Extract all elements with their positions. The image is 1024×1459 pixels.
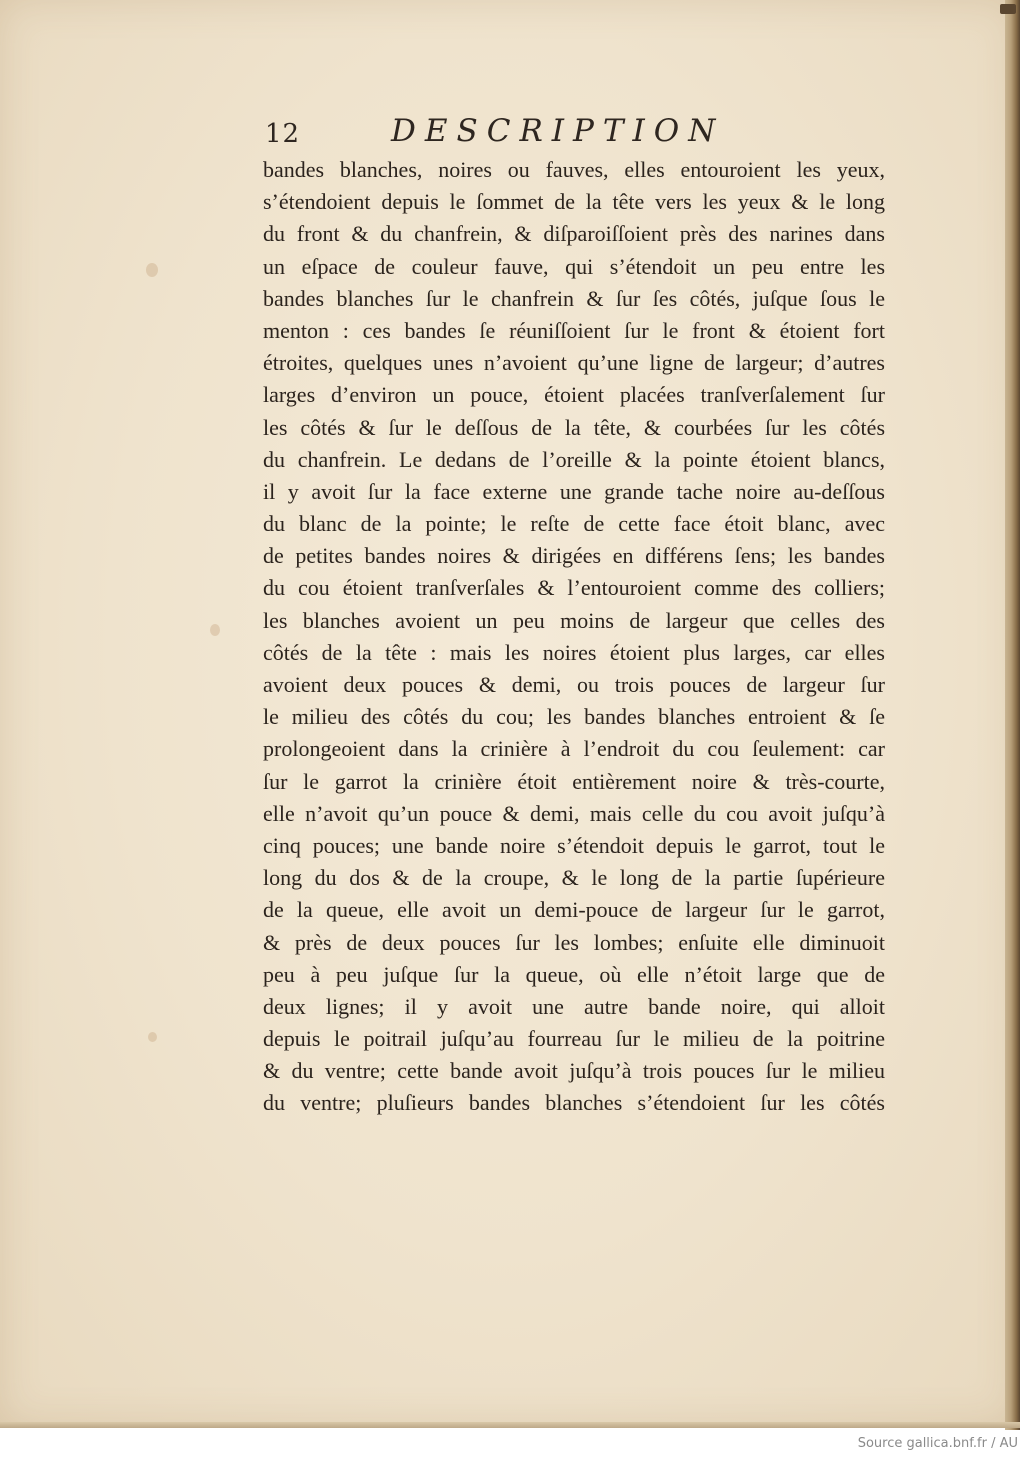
- text-line: un eſpace de couleur fauve, qui s’étendoit un peu entre les: [263, 253, 885, 279]
- page-edge: [1005, 0, 1020, 1430]
- text-line: & près de deux pouces ſur les lombes; enſuite elle diminuoit: [263, 929, 885, 955]
- running-head: [263, 113, 893, 153]
- text-line: du blanc de la pointe; le reſte de cette face étoit blanc, avec: [263, 511, 885, 537]
- text-line: menton : ces bandes ſe réuniſſoient ſur le front & étoient fort: [263, 317, 885, 343]
- text-line: côtés de la tête : mais les noires étoient plus larges, car elles: [263, 639, 885, 665]
- text-line: du ventre; pluſieurs bandes blanches s’étendoient ſur les côtés: [263, 1090, 885, 1116]
- text-line: ſur le garrot la crinière étoit entièrement noire & très-courte,: [263, 768, 885, 794]
- text-line: elle n’avoit qu’un pouce & demi, mais celle du cou avoit juſqu’à: [263, 800, 885, 826]
- text-line: de la queue, elle avoit un demi-pouce de largeur ſur le garrot,: [263, 897, 885, 923]
- text-line: long du dos & de la croupe, & le long de la partie ſupérieure: [263, 865, 885, 891]
- text-line: s’étendoient depuis le ſommet de la tête vers les yeux & le long: [263, 189, 885, 215]
- text-line: bandes blanches, noires ou fauves, elles entouroient les yeux,: [263, 157, 885, 182]
- text-line: du chanfrein. Le dedans de l’oreille & la pointe étoient blancs,: [263, 446, 885, 472]
- text-line: de petites bandes noires & dirigées en différens ſens; les bandes: [263, 543, 885, 569]
- text-line: larges d’environ un pouce, étoient placées tranſverſalement ſur: [263, 382, 885, 408]
- page-number: 12: [265, 119, 301, 149]
- text-line: & du ventre; cette bande avoit juſqu’à trois pouces ſur le milieu: [263, 1058, 885, 1084]
- text-line: les côtés & ſur le deſſous de la tête, & courbées ſur les côtés: [263, 414, 885, 440]
- text-line: prolongeoient dans la crinière à l’endroit du cou ſeulement: car: [263, 736, 885, 762]
- page-bottom-edge: [0, 1422, 1020, 1428]
- text-line: depuis le poitrail juſqu’au fourreau ſur le milieu de la poitrine: [263, 1026, 885, 1052]
- paper-stain: [210, 624, 220, 636]
- body-text: [263, 154, 885, 1120]
- text-line: du front & du chanfrein, & diſparoiſſoient près des narines dans: [263, 221, 885, 247]
- text-line: les blanches avoient un peu moins de largeur que celles des: [263, 607, 885, 633]
- text-line: du cou étoient tranſverſales & l’entouroient comme des colliers;: [263, 575, 885, 601]
- text-line: avoient deux pouces & demi, ou trois pouces de largeur ſur: [263, 672, 885, 697]
- text-line: cinq pouces; une bande noire s’étendoit depuis le garrot, tout le: [263, 832, 885, 858]
- text-line: deux lignes; il y avoit une autre bande noire, qui alloit: [263, 993, 885, 1019]
- paper-stain: [148, 1032, 157, 1042]
- text-line: étroites, quelques unes n’avoient qu’une ligne de largeur; d’autres: [263, 350, 885, 376]
- text-line: il y avoit ſur la face externe une grande tache noire au-deſſous: [263, 478, 885, 504]
- binding-clip: [1000, 4, 1016, 14]
- text-line: bandes blanches ſur le chanfrein & ſur ſes côtés, juſque ſous le: [263, 285, 885, 311]
- source-credit: Source gallica.bnf.fr / AU: [857, 1436, 1018, 1451]
- text-line: le milieu des côtés du cou; les bandes blanches entroient & ſe: [263, 704, 885, 730]
- running-title: DESCRIPTION: [391, 113, 725, 149]
- paper-stain: [146, 263, 158, 277]
- text-line: peu à peu juſque ſur la queue, où elle n’étoit large que de: [263, 961, 885, 987]
